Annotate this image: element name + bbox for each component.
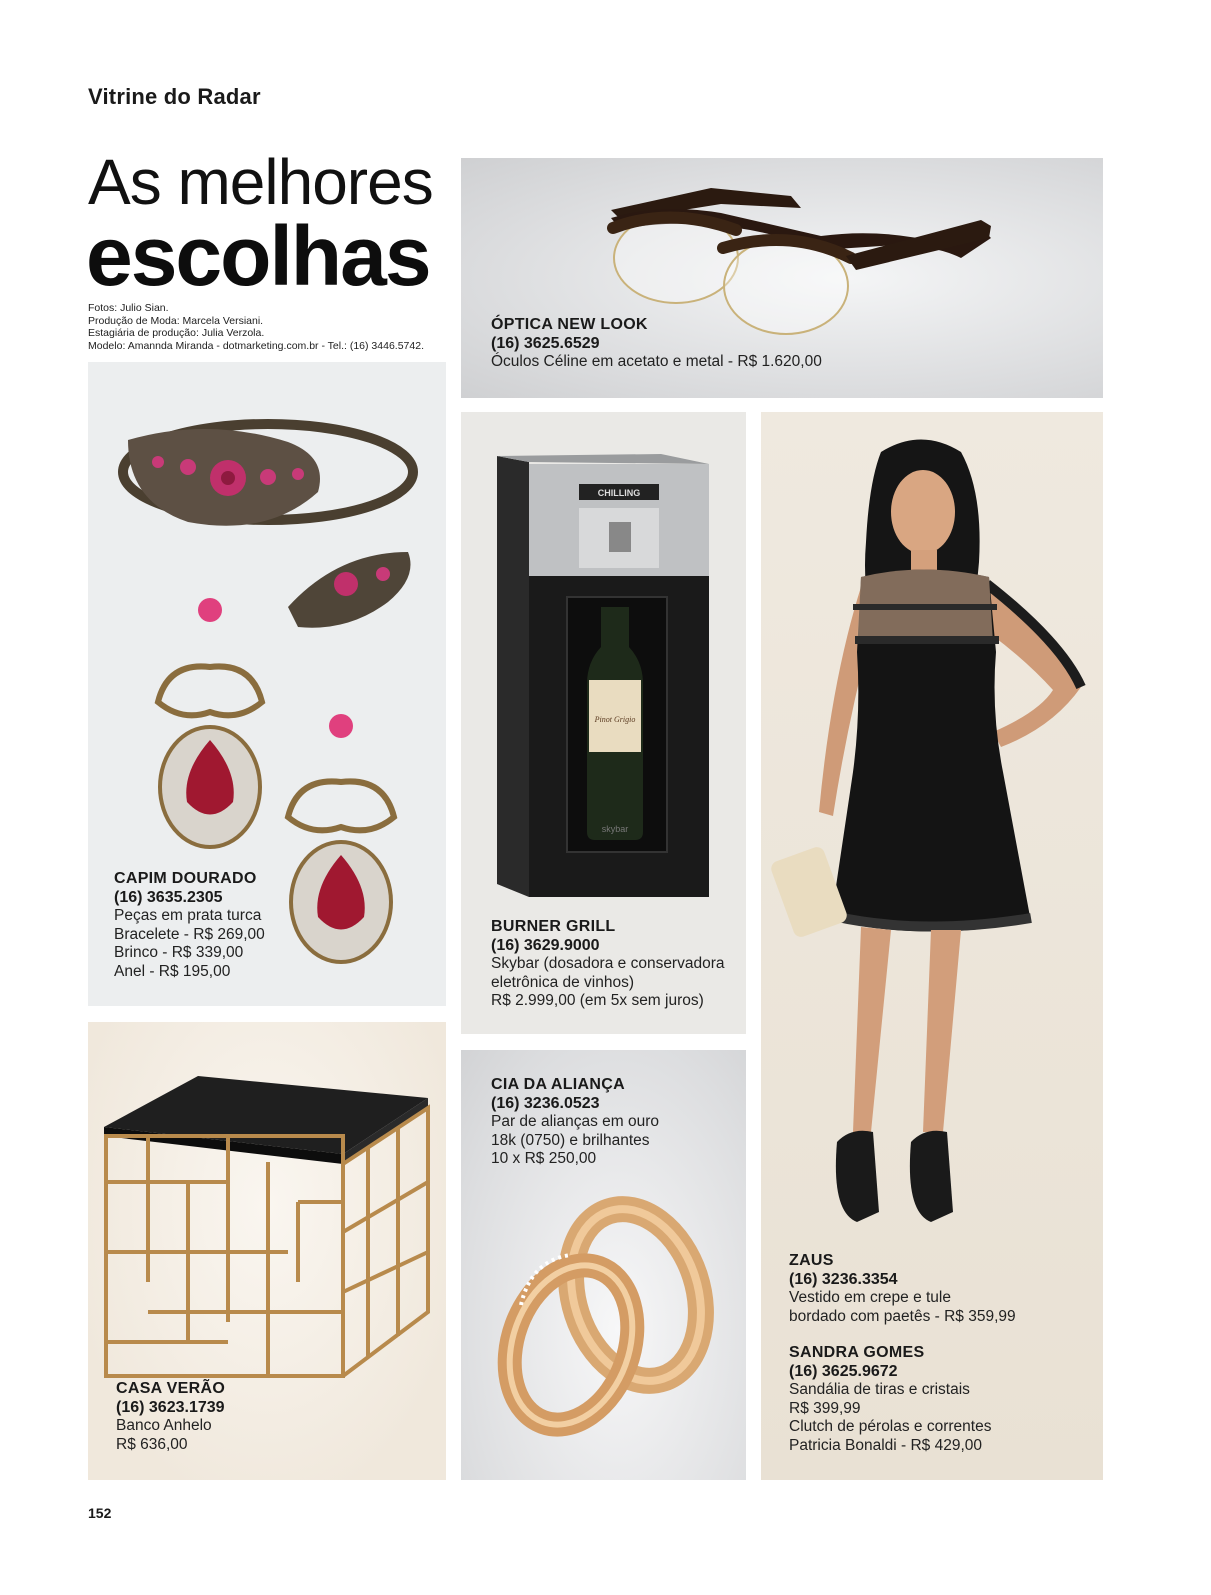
product-price: Anel - R$ 195,00 bbox=[114, 962, 231, 980]
store-name: CIA DA ALIANÇA bbox=[491, 1076, 625, 1093]
product-description: Par de alianças em ouro bbox=[491, 1113, 660, 1130]
photo-credits bbox=[88, 302, 424, 352]
info-sandra bbox=[789, 1344, 991, 1455]
product-price: bordado com paetês - R$ 359,99 bbox=[789, 1307, 1016, 1325]
info-optica bbox=[491, 316, 822, 372]
product-description: Skybar (dosadora e conservadora bbox=[491, 955, 725, 972]
store-phone: (16) 3625.6529 bbox=[491, 334, 600, 352]
device-label: CHILLING bbox=[597, 488, 641, 498]
credit-line: Modelo: Amannda Miranda - dotmarketing.com.br - Tel.: (16) 3446.5742. bbox=[88, 339, 424, 352]
info-burner bbox=[491, 918, 725, 1011]
store-name: ÓPTICA NEW LOOK bbox=[491, 316, 648, 333]
product-description: 18k (0750) e brilhantes bbox=[491, 1131, 650, 1149]
store-phone: (16) 3629.9000 bbox=[491, 936, 600, 954]
product-description: Clutch de pérolas e correntes bbox=[789, 1418, 992, 1435]
panel-zaus bbox=[761, 412, 1103, 1480]
credit-line: Fotos: Julio Sian. bbox=[88, 302, 169, 314]
product-price: Brinco - R$ 339,00 bbox=[114, 944, 244, 961]
info-cia bbox=[491, 1076, 659, 1169]
product-description: eletrônica de vinhos) bbox=[491, 973, 635, 991]
panel-cia bbox=[461, 1050, 746, 1480]
store-name: BURNER GRILL bbox=[491, 918, 616, 935]
brand-label: skybar bbox=[601, 824, 629, 834]
wine-label: Pinot Grigio bbox=[594, 715, 636, 724]
product-description: Vestido em crepe e tule bbox=[789, 1289, 951, 1306]
store-name: CAPIM DOURADO bbox=[114, 870, 257, 887]
credit-line: Produção de Moda: Marcela Versiani. bbox=[88, 314, 264, 327]
product-description: Sandália de tiras e cristais bbox=[789, 1381, 970, 1398]
panel-casa bbox=[88, 1022, 446, 1480]
product-price: Patricia Bonaldi - R$ 429,00 bbox=[789, 1436, 983, 1454]
store-phone: (16) 3635.2305 bbox=[114, 888, 223, 906]
store-phone: (16) 3236.3354 bbox=[789, 1270, 898, 1288]
section-title: Vitrine do Radar bbox=[88, 84, 261, 109]
panel-burner bbox=[461, 412, 746, 1034]
info-casa bbox=[116, 1380, 225, 1454]
panel-capim bbox=[88, 362, 446, 1006]
store-name: ZAUS bbox=[789, 1252, 834, 1269]
product-price: R$ 636,00 bbox=[116, 1435, 188, 1453]
page-number: 152 bbox=[88, 1505, 112, 1521]
headline-line1: As melhores bbox=[88, 146, 433, 218]
product-description: Peças em prata turca bbox=[114, 907, 262, 924]
product-price: R$ 399,99 bbox=[789, 1399, 861, 1417]
store-name: SANDRA GOMES bbox=[789, 1344, 925, 1361]
product-price: R$ 2.999,00 (em 5x sem juros) bbox=[491, 992, 704, 1009]
product-description: Banco Anhelo bbox=[116, 1417, 212, 1434]
panel-optica bbox=[461, 158, 1103, 398]
info-capim bbox=[114, 870, 265, 981]
info-zaus bbox=[789, 1252, 1016, 1326]
store-name: CASA VERÃO bbox=[116, 1380, 226, 1397]
headline-line2: escolhas bbox=[86, 209, 430, 303]
store-phone: (16) 3623.1739 bbox=[116, 1398, 225, 1416]
product-price: 10 x R$ 250,00 bbox=[491, 1150, 597, 1167]
store-phone: (16) 3625.9672 bbox=[789, 1362, 898, 1380]
product-price: Bracelete - R$ 269,00 bbox=[114, 925, 265, 943]
product-description: Óculos Céline em acetato e metal - R$ 1.620,00 bbox=[491, 353, 822, 370]
credit-line: Estagiária de produção: Julia Verzola. bbox=[88, 327, 265, 339]
store-phone: (16) 3236.0523 bbox=[491, 1094, 600, 1112]
